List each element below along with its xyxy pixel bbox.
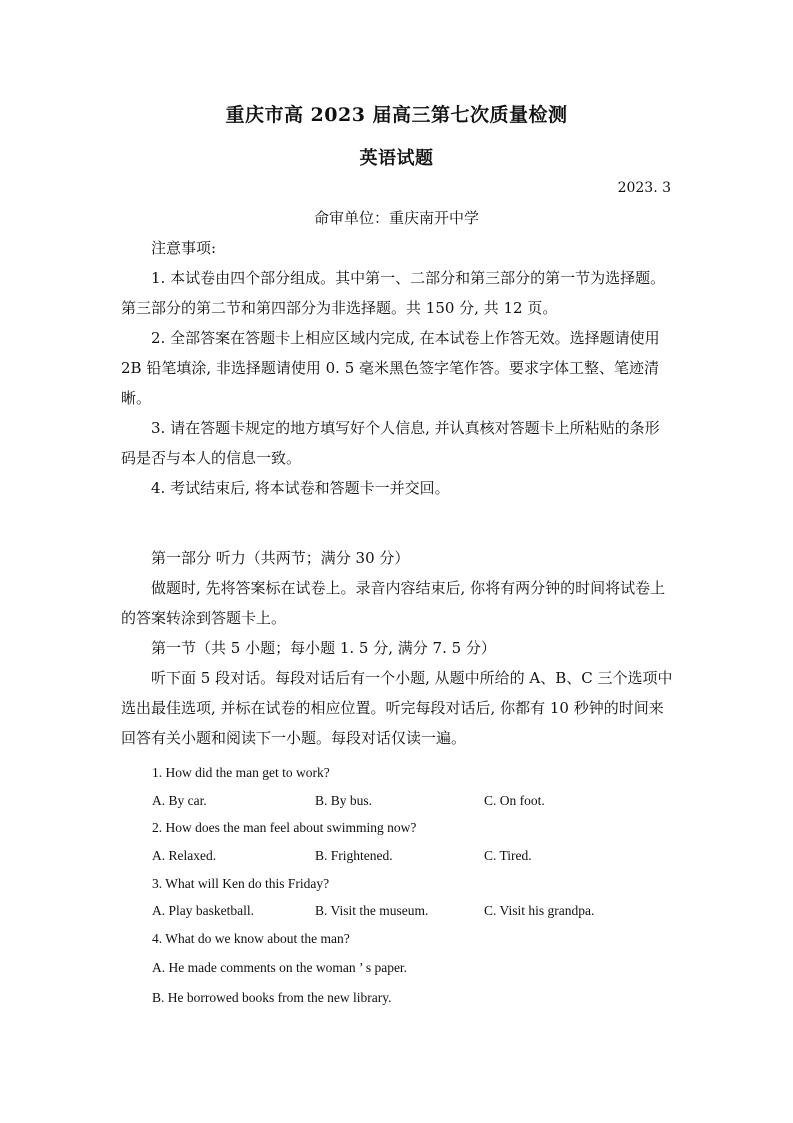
option-c: C. Visit his grandpa. xyxy=(484,903,595,918)
exam-subtitle: 英语试题 xyxy=(359,148,434,169)
option-a: A. Play basketball. xyxy=(152,903,254,918)
notes-item: 4. 考试结束后, 将本试卷和答题卡一并交回。 xyxy=(151,479,450,497)
option-a: A. By car. xyxy=(152,793,207,808)
section1-instruction: 听下面 5 段对话。每段对话后有一个小题, 从题中所给的 A、B、C 三个选项中选出最佳选项, 并标在试卷的相应位置。听完每段对话后, 你都有 10 秒钟的时间来回答有关小题和阅读下一小题。每段对话仅读一遍。 xyxy=(121,669,673,747)
notes-section xyxy=(121,233,674,503)
notes-item: 2. 全部答案在答题卡上相应区域内完成, 在本试卷上作答无效。选择题请使用 2B 铅笔填涂, 非选择题请使用 0. 5 毫米黑色签字笔作答。要求字体工整、笔迹清晰。 xyxy=(121,329,660,407)
part1-heading: 第一部分 听力（共两节；满分 30 分） xyxy=(151,549,410,567)
part1-section xyxy=(121,543,674,753)
option-b: B. Visit the museum. xyxy=(315,903,429,918)
notes-heading: 注意事项: xyxy=(151,239,217,257)
question-stem: 4. What do we know about the man? xyxy=(152,931,350,946)
notes-item: 3. 请在答题卡规定的地方填写好个人信息, 并认真核对答题卡上所粘贴的条形码是否与本人的信息一致。 xyxy=(121,419,660,467)
option-a: A. Relaxed. xyxy=(152,848,217,863)
option-a: A. He made comments on the woman ’ s paper. xyxy=(152,960,408,975)
question-stem: 2. How does the man feel about swimming now? xyxy=(152,820,417,835)
part1-instruction: 做题时, 先将答案标在试卷上。录音内容结束后, 你将有两分钟的时间将试卷上的答案转涂到答题卡上。 xyxy=(121,579,666,627)
option-c: C. Tired. xyxy=(484,848,532,863)
notes-item: 1. 本试卷由四个部分组成。其中第一、二部分和第三部分的第一节为选择题。第三部分的第二节和第四部分为非选择题。共 150 分, 共 12 页。 xyxy=(121,269,666,317)
option-b: B. Frightened. xyxy=(315,848,393,863)
option-c: C. On foot. xyxy=(484,793,545,808)
question-stem: 1. How did the man get to work? xyxy=(152,765,330,780)
option-b: B. By bus. xyxy=(315,793,373,808)
exam-date: 2023. 3 xyxy=(617,180,671,196)
exam-title: 重庆市高 2023 届高三第七次质量检测 xyxy=(225,104,568,126)
option-b: B. He borrowed books from the new library. xyxy=(152,990,392,1005)
exam-unit: 命审单位：重庆南开中学 xyxy=(313,209,479,227)
section1-heading: 第一节（共 5 小题；每小题 1. 5 分, 满分 7. 5 分） xyxy=(151,639,496,657)
question-stem: 3. What will Ken do this Friday? xyxy=(152,876,330,891)
